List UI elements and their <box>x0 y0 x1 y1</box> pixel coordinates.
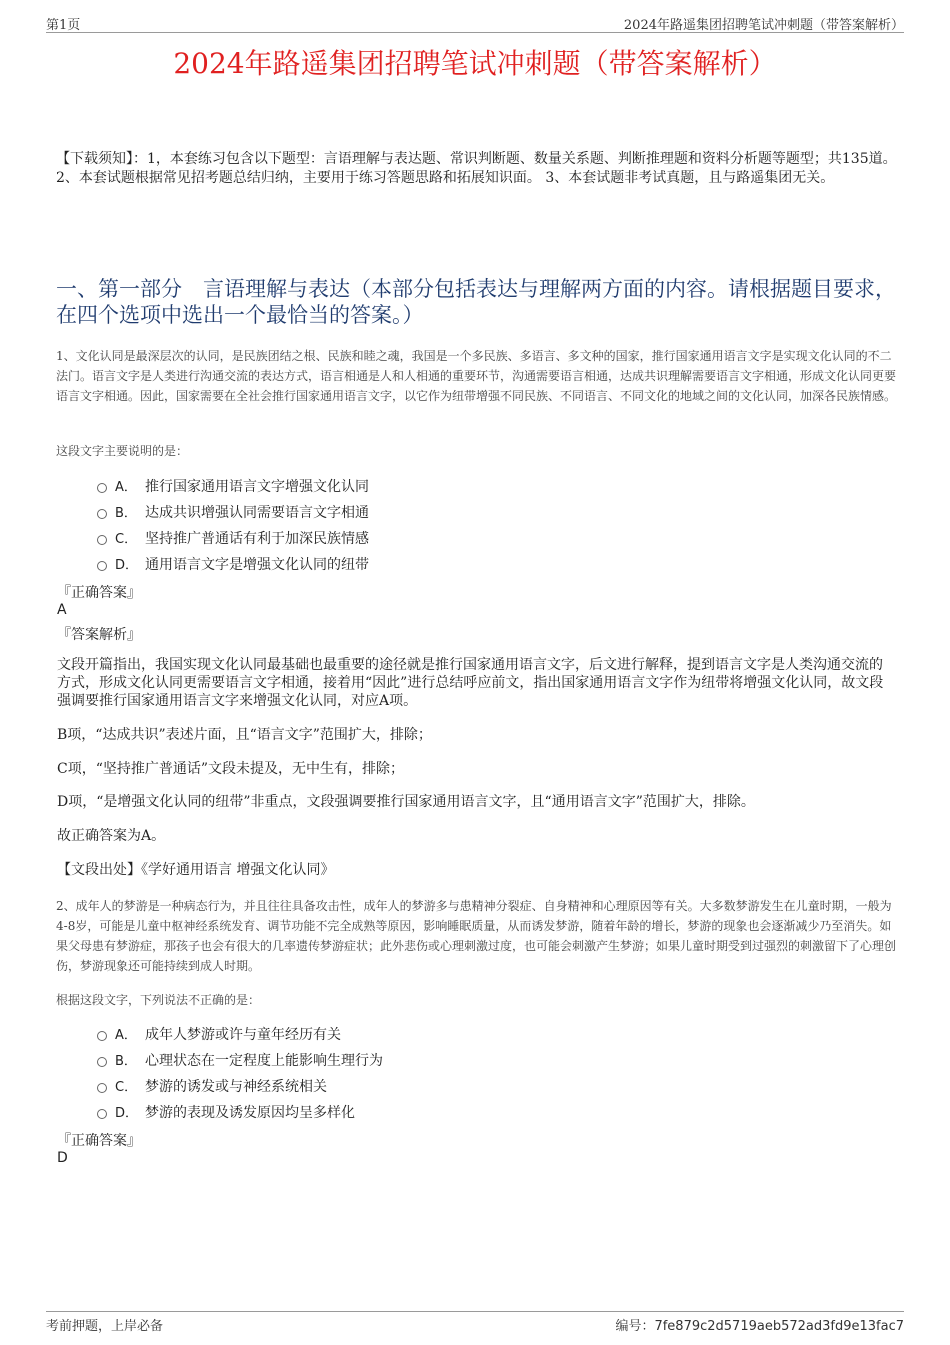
radio-icon[interactable] <box>97 535 107 545</box>
page-number: 第1页 <box>46 18 81 33</box>
option-d[interactable]: D． 通用语言文字是增强文化认同的纽带 <box>97 554 857 580</box>
section-heading: 一、第一部分 言语理解与表达（本部分包括表达与理解两方面的内容。请根据题目要求，在四个选项中选出一个最恰当的答案。） <box>56 277 896 327</box>
analysis-text: 文段开篇指出，我国实现文化认同最基础也最重要的途径就是推行国家通用语言文字，后文进行解释，提到语言文字是人类沟通交流的方式，形成文化认同更需要语言文字相通，接着用“因此”进行总结呼应前文，指出国家通用语言文字作为纽带将增强文化认同，故文段强调要推行国家通用语言文字来增强文化认同，对应A项。 <box>57 657 884 709</box>
analysis-option-b: B项，“达成共识”表述片面，且“语言文字”范围扩大，排除； <box>57 727 432 743</box>
radio-icon[interactable] <box>97 561 107 571</box>
analysis-label: 『答案解析』 <box>57 627 141 643</box>
correct-answer: D <box>57 1150 68 1166</box>
analysis-conclusion: 故正确答案为A。 <box>57 828 166 844</box>
question-1-options <box>97 476 857 580</box>
analysis-option-c: C项，“坚持推广普通话”文段未提及，无中生有，排除； <box>57 761 405 777</box>
question-2-text: 2、成年人的梦游是一种病态行为，并且往往具备攻击性，成年人的梦游多与患精神分裂症、自身精神和心理原因等有关。大多数梦游发生在儿童时期，一般为4-8岁，可能是儿童中枢神经系统发育、调节功能不完全成熟等原因，影响睡眠质量，从而诱发梦游，随着年龄的增长，梦游的现象也会逐渐减少乃至消失。如果父母患有梦游症，那孩子也会有很大的几率遗传梦游症状；此外悲伤或心理刺激过度，也可能会刺激产生梦游；如果儿童时期受到过强烈的刺激留下了心理创伤，梦游现象还可能持续到成人时期。 <box>56 899 897 973</box>
document-title: 2024年路遥集团招聘笔试冲刺题（带答案解析） <box>173 47 777 80</box>
option-b[interactable]: B． 心理状态在一定程度上能影响生理行为 <box>97 1050 857 1076</box>
correct-answer-label: 『正确答案』 <box>57 1133 141 1149</box>
radio-icon[interactable] <box>97 1031 107 1041</box>
option-c[interactable]: C． 坚持推广普通话有利于加深民族情感 <box>97 528 857 554</box>
option-a[interactable]: A． 推行国家通用语言文字增强文化认同 <box>97 476 857 502</box>
radio-icon[interactable] <box>97 1057 107 1067</box>
option-a[interactable]: A． 成年人梦游或许与童年经历有关 <box>97 1024 857 1050</box>
question-2-options <box>97 1024 857 1128</box>
radio-icon[interactable] <box>97 1109 107 1119</box>
footer-slogan: 考前押题，上岸必备 <box>46 1319 164 1334</box>
option-d[interactable]: D． 梦游的表现及诱发原因均呈多样化 <box>97 1102 857 1128</box>
question-2-prompt: 根据这段文字，下列说法不正确的是： <box>56 993 261 1007</box>
analysis-option-d: D项，“是增强文化认同的纽带”非重点，文段强调要推行国家通用语言文字，且“通用语言文字”范围扩大，排除。 <box>57 794 755 810</box>
radio-icon[interactable] <box>97 483 107 493</box>
radio-icon[interactable] <box>97 1083 107 1093</box>
question-1-text: 1、文化认同是最深层次的认同，是民族团结之根、民族和睦之魂，我国是一个多民族、多语言、多文种的国家，推行国家通用语言文字是实现文化认同的不二法门。语言文字是人类进行沟通交流的表达方式，语言相通是人和人相通的重要环节，沟通需要语言相通，达成共识理解需要语言文字相通，形成文化认同更要语言文字相通。因此，国家需要在全社会推行国家通用语言文字，以它作为纽带增强不同民族、不同语言、不同文化的地域之间的文化认同，加深各民族情感。 <box>56 349 897 403</box>
correct-answer-label: 『正确答案』 <box>57 585 141 601</box>
question-1-prompt: 这段文字主要说明的是： <box>56 444 189 458</box>
radio-icon[interactable] <box>97 509 107 519</box>
page-header <box>46 14 904 33</box>
document-id: 编号：7fe879c2d5719aeb572ad3fd9e13fac7 <box>615 1319 904 1334</box>
download-notice: 【下载须知】：1，本套练习包含以下题型：言语理解与表达题、常识判断题、数量关系题、判断推理题和资料分析题等题型；共135道。 2、本套试题根据常见招考题总结归纳，主要用于练习答题思路和拓展知识面。 3、本套试题非考试真题，且与路遥集团无关。 <box>56 151 897 186</box>
option-c[interactable]: C． 梦游的诱发或与神经系统相关 <box>97 1076 857 1102</box>
header-doc-title: 2024年路遥集团招聘笔试冲刺题（带答案解析） <box>623 18 904 33</box>
option-b[interactable]: B． 达成共识增强认同需要语言文字相通 <box>97 502 857 528</box>
correct-answer: A <box>57 602 67 618</box>
page-footer <box>46 1311 904 1333</box>
source-citation: 【文段出处】《学好通用语言 增强文化认同》 <box>57 862 335 878</box>
